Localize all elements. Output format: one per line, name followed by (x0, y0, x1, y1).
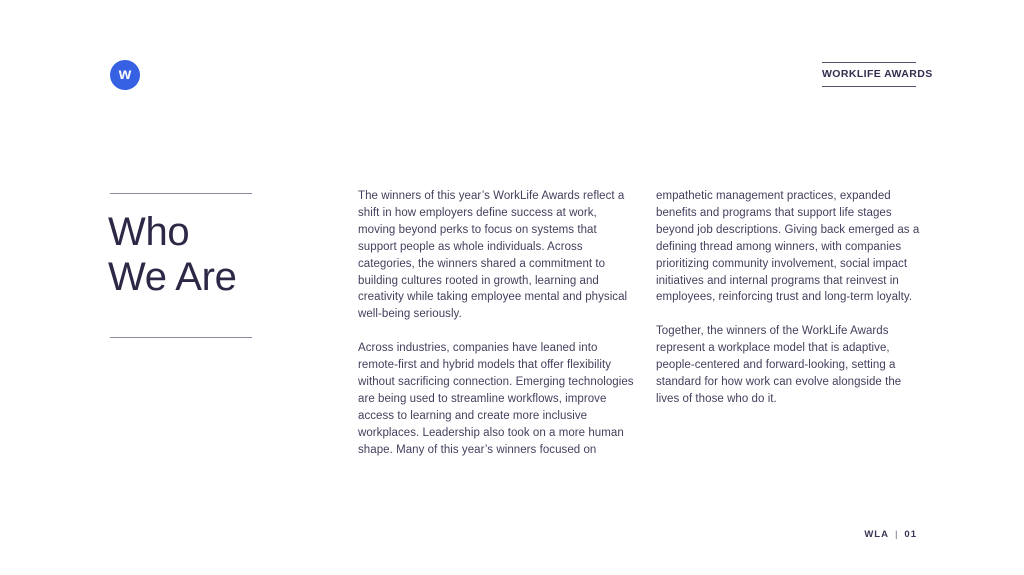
body-paragraph-4: Together, the winners of the WorkLife Awards represent a workplace model that is adaptive, people-centered and forward-looking, setting a standard for how work can evolve alongside the lives of those who do it. (656, 325, 902, 405)
worklife-logo-icon (110, 60, 140, 90)
brand-name: WORKLIFE AWARDS (822, 68, 933, 80)
logo-letter: w (118, 65, 132, 83)
body-paragraph-3: empathetic management practices, expanded benefits and programs that support life stages beyond job descriptions. Giving back emerged as a defining thread among winners, with companies prioritizing community involvement, social impact initiatives and internal programs that reinvest in employees, reinforcing trust and long-term loyalty. (656, 190, 920, 304)
body-paragraph-1: The winners of this year’s WorkLife Awards reflect a shift in how employers define success at work, moving beyond perks to focus on systems that support people as whole individuals. Across categories, the winners shared a commitment to building cultures rooted in growth, learning and creativity while taking employee mental and physical well-being seriously. (358, 190, 628, 321)
footer-page-number: 01 (904, 529, 917, 540)
heading-rule-bottom (110, 337, 252, 338)
page-title-line2: We Are (108, 255, 237, 299)
heading-rule-top (110, 193, 252, 194)
page-title-line1: Who (108, 210, 190, 254)
body-column-2 (656, 188, 924, 425)
page-title (108, 210, 237, 300)
slide-footer (864, 529, 917, 540)
footer-separator: | (894, 529, 899, 540)
brand-badge (822, 62, 933, 87)
footer-label: WLA (864, 529, 889, 540)
body-column-1 (358, 188, 634, 476)
body-paragraph-2: Across industries, companies have leaned into remote-first and hybrid models that offer flexibility without sacrificing connection. Emerging technologies are being used to streamline workflows, improve access to learning and create more inclusive workplaces. Leadership also took on a more human shape. Many of this year’s winners focused on (358, 342, 634, 456)
